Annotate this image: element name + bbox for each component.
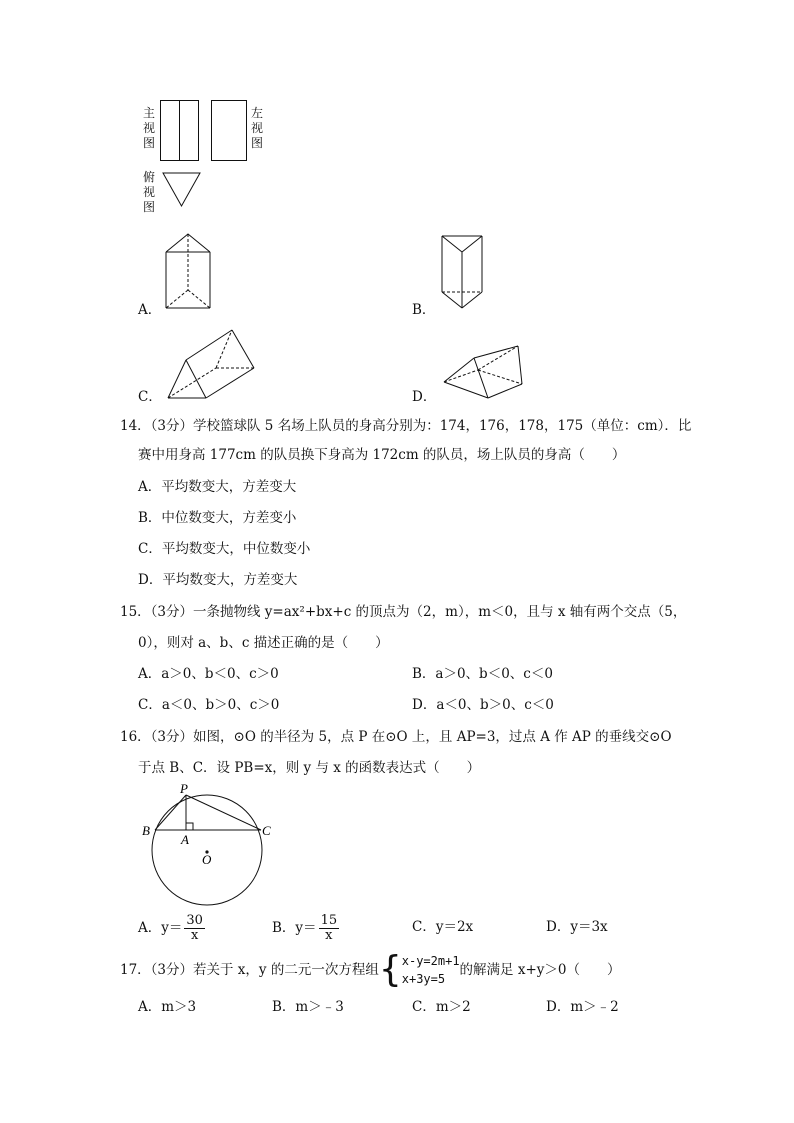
q13-option-c-figure xyxy=(164,328,260,402)
q14-stem-line1: 14．（3分）学校篮球队 5 名场上队员的身高分别为：174，176，178，175（单位：cm）．比 xyxy=(120,418,692,434)
q17-option-c: C．m＞2 xyxy=(412,999,471,1015)
q13-option-a-label: A． xyxy=(138,302,162,318)
q17-equation-system xyxy=(402,952,460,988)
q16-option-b-denominator: x xyxy=(325,927,333,943)
q14-option-a: A．平均数变大，方差变大 xyxy=(138,479,297,495)
q16-label-a: A xyxy=(181,832,189,847)
q17-stem-suffix: 的解满足 x+y＞0（ ） xyxy=(459,962,621,978)
q17-option-b: B．m＞﹣3 xyxy=(272,999,344,1015)
q17-stem xyxy=(120,949,621,990)
q17-equation-2: x+3y=5 xyxy=(401,972,446,986)
q17-stem-prefix: 17．（3分）若关于 x，y 的二元一次方程组 xyxy=(120,962,379,978)
q16-label-p: P xyxy=(180,781,188,796)
q17-brace: { xyxy=(378,949,402,990)
q17-equation-1: x-y=2m+1 xyxy=(401,954,460,968)
q16-option-b-numerator: 15 xyxy=(320,912,338,928)
q13-option-c-label: C． xyxy=(138,389,162,405)
q16-option-b xyxy=(272,911,341,945)
q16-option-b-prefix: B．y＝ xyxy=(272,920,317,936)
top-view-figure xyxy=(162,171,202,209)
q16-option-b-fraction xyxy=(319,914,340,943)
left-view-figure xyxy=(211,100,249,162)
q16-option-a xyxy=(138,911,207,945)
q14-option-d: D．平均数变大，方差变大 xyxy=(138,572,298,588)
q15-stem-line1: 15．（3分）一条抛物线 y=ax²+bx+c 的顶点为（2，m），m＜0，且与 x 轴有两个交点（5， xyxy=(120,604,687,620)
q13-option-a-figure xyxy=(164,232,214,312)
q14-option-c: C．平均数变大，中位数变小 xyxy=(138,541,311,557)
q16-stem-line1: 16．（3分）如图，⊙O 的半径为 5，点 P 在⊙O 上，且 AP=3，过点 A 作 AP 的垂线交⊙O xyxy=(120,729,672,745)
q13-option-b-label: B． xyxy=(412,302,436,318)
q14-option-b: B．中位数变大，方差变小 xyxy=(138,510,297,526)
q15-option-a: A．a＞0、b＜0、c＞0 xyxy=(138,666,279,682)
front-view-label: 主视图 xyxy=(142,106,155,150)
q13-option-d-label: D． xyxy=(412,389,437,405)
q13-option-b-figure xyxy=(440,234,486,312)
front-view-figure xyxy=(160,100,200,162)
q16-option-a-denominator: x xyxy=(190,927,199,943)
q16-option-d: D．y＝3x xyxy=(546,919,608,935)
q16-label-b: B xyxy=(142,823,150,838)
q16-option-c: C．y＝2x xyxy=(412,919,474,935)
q16-option-a-prefix: A．y＝ xyxy=(138,920,183,936)
q16-label-o: O xyxy=(202,852,212,867)
q13-option-d-figure xyxy=(440,344,526,402)
q17-option-a: A．m＞3 xyxy=(138,999,197,1015)
q16-stem-line2: 于点 B、C．设 PB=x，则 y 与 x 的函数表达式（ ） xyxy=(138,760,481,776)
left-view-label: 左视图 xyxy=(250,106,263,150)
top-view-label: 俯视图 xyxy=(142,170,155,214)
q15-stem-line2: 0），则对 a、b、c 描述正确的是（ ） xyxy=(138,635,389,651)
q15-option-c: C．a＜0、b＞0、c＞0 xyxy=(138,697,280,713)
q16-circle-figure xyxy=(140,782,280,906)
q14-stem-line2: 赛中用身高 177cm 的队员换下身高为 172cm 的队员，场上队员的身高（ ） xyxy=(138,447,626,463)
q16-option-a-numerator: 30 xyxy=(186,912,203,928)
q15-option-b: B．a＞0、b＜0、c＜0 xyxy=(412,666,553,682)
q17-option-d: D．m＞﹣2 xyxy=(546,999,619,1015)
q16-option-a-fraction xyxy=(184,914,205,943)
q15-option-d: D．a＜0、b＞0、c＜0 xyxy=(412,697,554,713)
q16-label-c: C xyxy=(262,823,271,838)
